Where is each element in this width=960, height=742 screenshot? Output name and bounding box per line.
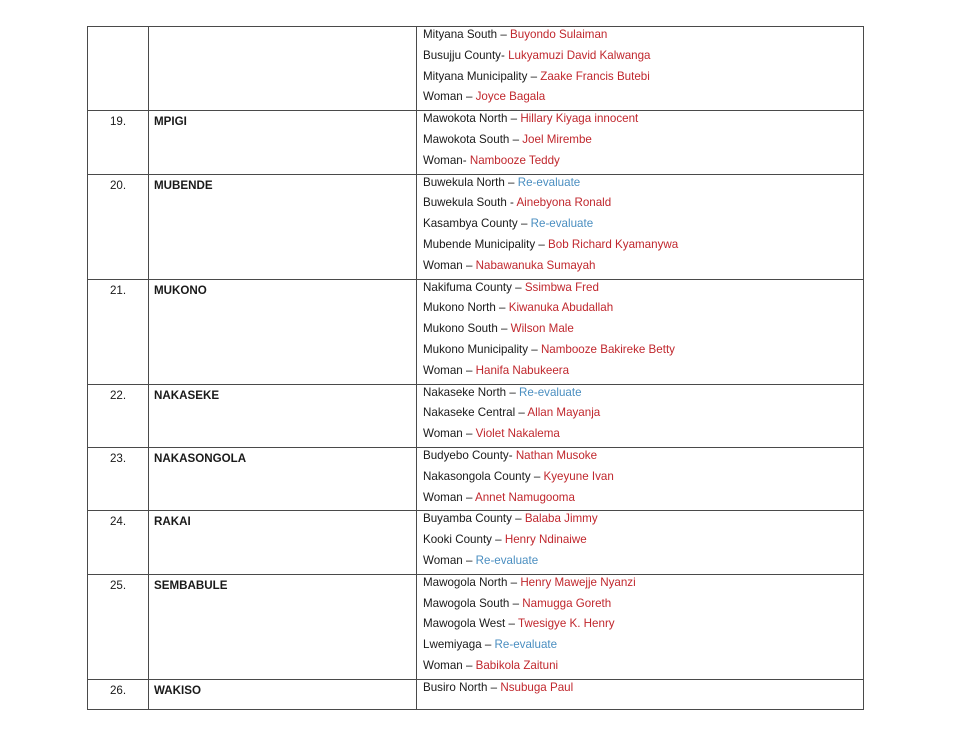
candidate-name: Kiwanuka Abudallah <box>508 301 614 315</box>
row-number: 25. <box>88 574 149 679</box>
re-evaluate-status: Re-evaluate <box>530 217 594 231</box>
constituency-list <box>417 27 864 111</box>
district-row <box>88 111 864 174</box>
candidate-name: Balaba Jimmy <box>524 512 598 526</box>
constituency-entry <box>423 153 863 174</box>
constituency-entry <box>423 89 863 110</box>
candidate-name: Twesigye K. Henry <box>517 617 615 631</box>
constituency-label: Kasambya County – <box>423 217 531 231</box>
constituency-entry <box>423 363 863 384</box>
constituency-entry <box>423 637 863 658</box>
constituency-entry <box>423 27 863 48</box>
constituency-label: Buwekula North – <box>423 175 518 189</box>
constituency-list <box>417 511 864 574</box>
district-name: SEMBABULE <box>149 574 417 679</box>
candidate-name: Lukyamuzi David Kalwanga <box>508 48 651 62</box>
constituency-entry <box>423 405 863 426</box>
candidate-name: Violet Nakalema <box>475 427 560 441</box>
constituency-label: Woman – <box>423 553 476 567</box>
constituency-list <box>417 679 864 709</box>
constituency-label: Mityana South – <box>423 28 511 41</box>
constituency-list <box>417 279 864 384</box>
constituency-entry <box>423 553 863 574</box>
constituency-label: Busiro North – <box>423 680 501 694</box>
constituency-label: Nakaseke Central – <box>423 406 528 420</box>
constituency-label: Mawogola North – <box>423 575 521 589</box>
constituency-label: Woman – <box>423 363 476 377</box>
constituency-list <box>417 174 864 279</box>
candidate-name: Ssimbwa Fred <box>524 280 599 294</box>
constituency-label: Nakifuma County – <box>423 280 525 294</box>
constituency-label: Buyamba County – <box>423 512 525 526</box>
row-number: 26. <box>88 679 149 709</box>
candidate-table <box>87 26 864 710</box>
row-number: 21. <box>88 279 149 384</box>
row-number: 22. <box>88 384 149 447</box>
constituency-label: Busujju County- <box>423 48 509 62</box>
district-name <box>149 27 417 111</box>
re-evaluate-status: Re-evaluate <box>494 638 558 652</box>
candidate-name: Wilson Male <box>510 322 574 336</box>
constituency-entry <box>423 258 863 279</box>
row-number <box>88 27 149 111</box>
constituency-entry <box>423 511 863 532</box>
constituency-entry <box>423 680 863 701</box>
candidate-name: Henry Mawejje Nyanzi <box>520 575 636 589</box>
district-row <box>88 279 864 384</box>
row-number: 19. <box>88 111 149 174</box>
constituency-list <box>417 111 864 174</box>
constituency-entry <box>423 532 863 553</box>
re-evaluate-status: Re-evaluate <box>517 175 581 189</box>
constituency-entry <box>423 426 863 447</box>
candidate-name: Nambooze Teddy <box>469 153 560 167</box>
district-name: NAKASEKE <box>149 384 417 447</box>
district-name: WAKISO <box>149 679 417 709</box>
constituency-list <box>417 574 864 679</box>
re-evaluate-status: Re-evaluate <box>475 553 539 567</box>
district-name: MUKONO <box>149 279 417 384</box>
constituency-entry <box>423 575 863 596</box>
district-row <box>88 447 864 510</box>
candidate-name: Nabawanuka Sumayah <box>475 258 596 272</box>
district-row <box>88 174 864 279</box>
constituency-label: Mukono South – <box>423 322 511 336</box>
candidate-name: Henry Ndinaiwe <box>504 533 587 547</box>
constituency-label: Buwekula South - <box>423 196 517 210</box>
re-evaluate-status: Re-evaluate <box>519 385 582 399</box>
candidate-name: Ainebyona Ronald <box>516 196 612 210</box>
constituency-entry <box>423 132 863 153</box>
candidate-name: Joel Mirembe <box>522 132 592 146</box>
district-name: NAKASONGOLA <box>149 447 417 510</box>
constituency-entry <box>423 385 863 406</box>
constituency-list <box>417 384 864 447</box>
district-name: RAKAI <box>149 511 417 574</box>
constituency-label: Lwemiyaga – <box>423 638 495 652</box>
candidate-name: Nathan Musoke <box>515 448 598 462</box>
constituency-entry <box>423 342 863 363</box>
row-number: 24. <box>88 511 149 574</box>
constituency-entry <box>423 216 863 237</box>
candidate-name: Allan Mayanja <box>527 406 601 420</box>
district-name: MPIGI <box>149 111 417 174</box>
candidate-name: Hillary Kiyaga innocent <box>520 112 639 126</box>
constituency-label: Woman – <box>423 427 476 441</box>
constituency-label: Woman – <box>423 90 476 104</box>
constituency-entry <box>423 48 863 69</box>
constituency-entry <box>423 175 863 196</box>
constituency-label: Nakasongola County – <box>423 469 544 483</box>
constituency-label: Woman – <box>423 658 476 672</box>
constituency-entry <box>423 490 863 511</box>
district-row <box>88 27 864 111</box>
constituency-label: Nakaseke North – <box>423 385 520 399</box>
constituency-entry <box>423 69 863 90</box>
constituency-label: Mukono Municipality – <box>423 342 541 356</box>
constituency-entry <box>423 658 863 679</box>
candidate-name: Nambooze Bakireke Betty <box>540 342 675 356</box>
candidate-name: Babikola Zaituni <box>475 658 559 672</box>
district-row <box>88 574 864 679</box>
candidate-table-page <box>87 26 864 710</box>
constituency-entry <box>423 321 863 342</box>
district-row <box>88 679 864 709</box>
candidate-table-body <box>88 27 864 710</box>
district-row <box>88 384 864 447</box>
constituency-label: Woman- <box>423 153 470 167</box>
candidate-name: Bob Richard Kyamanywa <box>548 237 679 251</box>
candidate-name: Kyeyune Ivan <box>543 469 614 483</box>
constituency-label: Woman – <box>423 258 476 272</box>
constituency-label: Mawokota South – <box>423 132 523 146</box>
district-row <box>88 511 864 574</box>
constituency-label: Mawogola West – <box>423 617 518 631</box>
constituency-label: Mukono North – <box>423 301 509 315</box>
constituency-label: Mityana Municipality – <box>423 69 541 83</box>
constituency-entry <box>423 237 863 258</box>
constituency-entry <box>423 448 863 469</box>
constituency-entry <box>423 300 863 321</box>
constituency-label: Mawogola South – <box>423 596 523 610</box>
candidate-name: Nsubuga Paul <box>500 680 574 694</box>
constituency-entry <box>423 280 863 301</box>
constituency-entry <box>423 596 863 617</box>
candidate-name: Namugga Goreth <box>522 596 612 610</box>
constituency-list <box>417 447 864 510</box>
constituency-entry <box>423 616 863 637</box>
constituency-entry <box>423 111 863 132</box>
constituency-label: Budyebo County- <box>423 448 516 462</box>
constituency-label: Woman – <box>423 490 475 504</box>
constituency-label: Kooki County – <box>423 533 505 547</box>
candidate-name: Buyondo Sulaiman <box>510 28 608 41</box>
candidate-name: Hanifa Nabukeera <box>475 363 570 377</box>
constituency-label: Mawokota North – <box>423 112 521 126</box>
row-number: 23. <box>88 447 149 510</box>
constituency-label: Mubende Municipality – <box>423 237 549 251</box>
constituency-entry <box>423 469 863 490</box>
district-name: MUBENDE <box>149 174 417 279</box>
constituency-entry <box>423 195 863 216</box>
candidate-name: Annet Namugooma <box>475 490 575 504</box>
candidate-name: Zaake Francis Butebi <box>540 69 650 83</box>
candidate-name: Joyce Bagala <box>475 90 546 104</box>
row-number: 20. <box>88 174 149 279</box>
